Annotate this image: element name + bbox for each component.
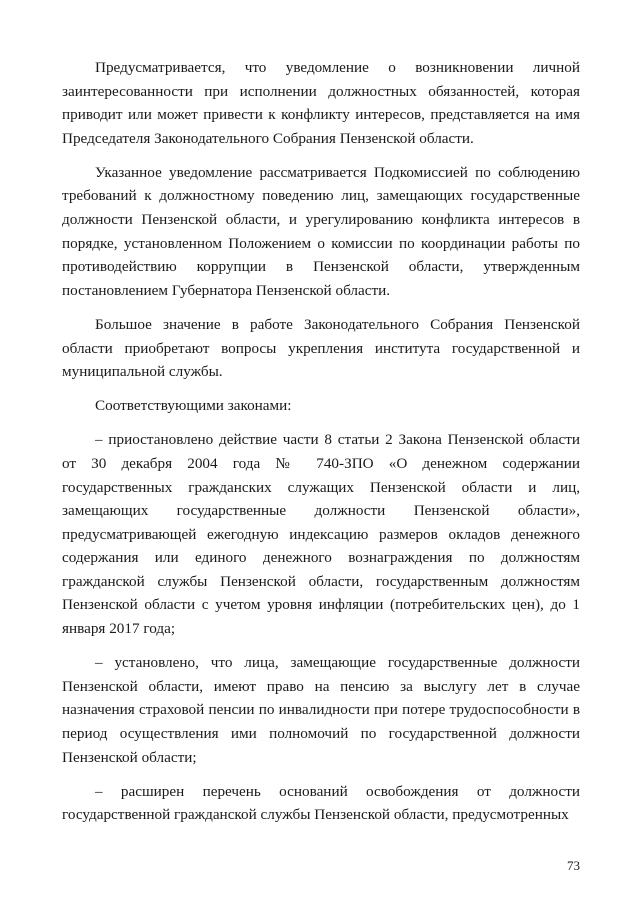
paragraph: Указанное уведомление рассматривается Подкомиссией по соблюдению требований к должностному поведению лиц, замещающих государственные должности Пензенской области, и урегулированию конфликта интересов в порядке, установленном Положением о комиссии по координации работы по противодействию коррупции в Пензенской области, утвержденным постановлением Губернатора Пензенской области. <box>62 163 580 299</box>
list-item-paragraph: – расширен перечень оснований освобождения от должности государственной гражданской службы Пензенской области, предусмотренных <box>62 782 580 824</box>
list-item-paragraph: – приостановлено действие части 8 статьи 2 Закона Пензенской области от 30 декабря 2004 года № 740-ЗПО «О денежном содержании государственных гражданских служащих Пензенской области и лиц, замещающих государственные должности Пензенской области», предусматривающей ежегодную индексацию размеров окладов денежного содержания или единого денежного вознаграждения по должностям гражданской службы Пензенской области, государственным должностям Пензенской области с учетом уровня инфляции (потребительских цен), до 1 января 2017 года; <box>62 431 580 638</box>
list-item-paragraph: – установлено, что лица, замещающие государственные должности Пензенской области, имеют право на пенсию за выслугу лет в случае назначения страховой пенсии по инвалидности при потере трудоспособности в период осуществления ими полномочий по государственной должности Пензенской области; <box>62 654 580 766</box>
paragraph: Предусматривается, что уведомление о возникновении личной заинтересованности при исполнении должностных обязанностей, которая приводит или может привести к конфликту интересов, представляется на имя Председателя Законодательного Собрания Пензенской области. <box>62 59 580 147</box>
paragraph: Большое значение в работе Законодательного Собрания Пензенской области приобретают вопросы укрепления института государственной и муниципальной службы. <box>62 315 580 381</box>
document-body <box>62 56 580 837</box>
paragraph: Соответствующими законами: <box>95 397 292 415</box>
page-number: 73 <box>567 858 580 873</box>
